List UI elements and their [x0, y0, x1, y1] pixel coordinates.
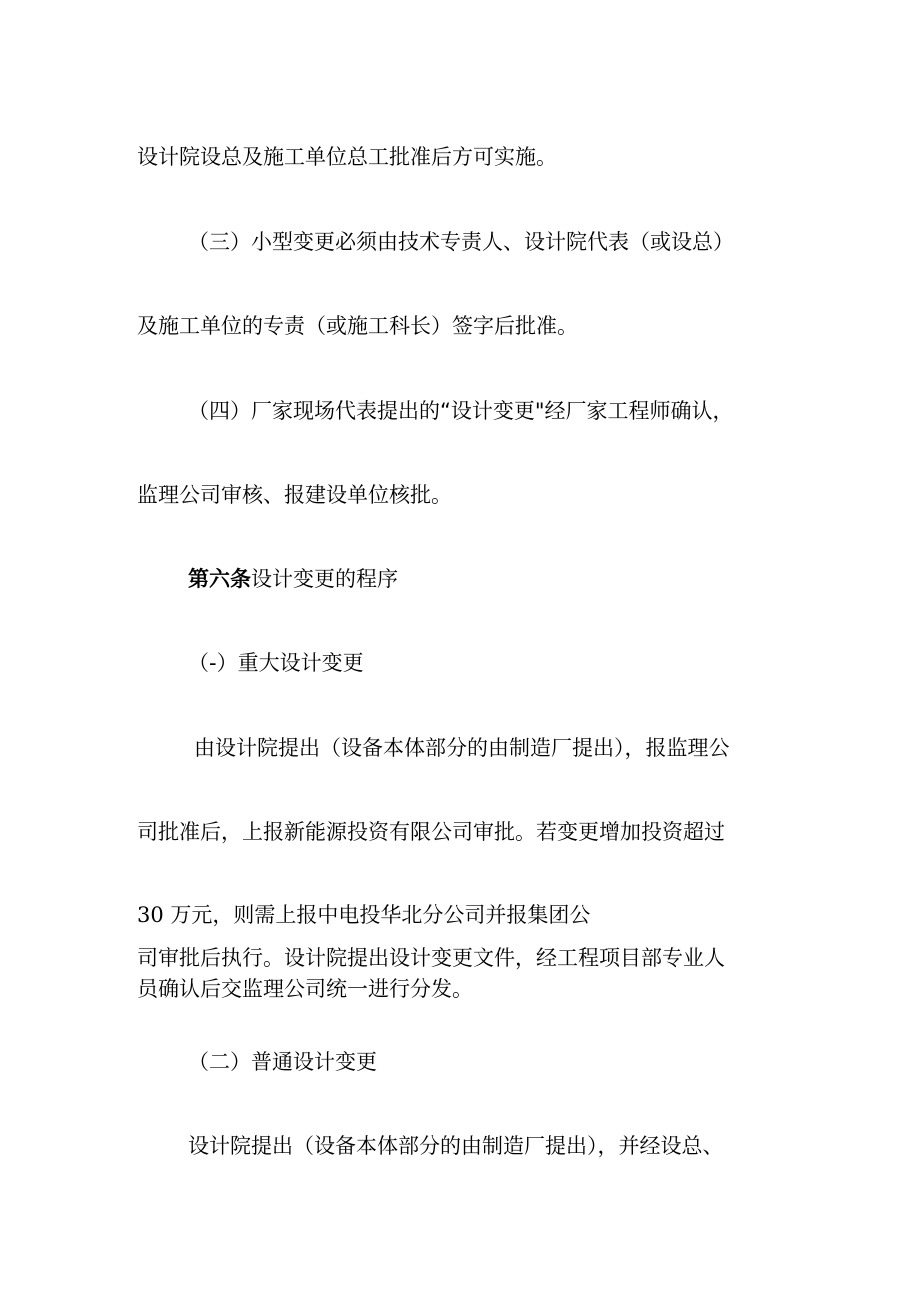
paragraph-line: 监理公司审核、报建设单位核批。 [137, 483, 452, 507]
paragraph-line: 由设计院提出（设备本体部分的由制造厂提出），报监理公 [194, 736, 730, 760]
section-heading: （二）普通设计变更 [188, 1050, 377, 1074]
paragraph-line: （三）小型变更必须由技术专责人、设计院代表（或设总） [188, 230, 734, 254]
section-heading: （-）重大设计变更 [188, 651, 364, 675]
amount-value: 30 [137, 903, 164, 927]
paragraph-line: 设计院设总及施工单位总工批准后方可实施。 [137, 145, 557, 169]
paragraph-line [0, 901, 920, 929]
paragraph-line: （四）厂家现场代表提出的“设计变更"经厂家工程师确认， [188, 399, 734, 423]
paragraph-line: 及施工单位的专责（或施工科长）签字后批准。 [137, 314, 578, 338]
paragraph-line: 设计院提出（设备本体部分的由制造厂提出），并经设总、 [188, 1134, 724, 1158]
paragraph-line: 司审批后执行。设计院提出设计变更文件，经工程项目部专业人 [137, 946, 725, 970]
article-heading [0, 565, 920, 593]
paragraph-line: 员确认后交监理公司统一进行分发。 [137, 977, 473, 1001]
article-label: 第六条 [188, 567, 251, 591]
article-title: 设计变更的程序 [251, 567, 398, 591]
paragraph-line: 司批准后，上报新能源投资有限公司审批。若变更增加投资超过 [137, 820, 725, 844]
amount-text: 万元，则需上报中电投华北分公司并报集团公 [170, 903, 591, 927]
